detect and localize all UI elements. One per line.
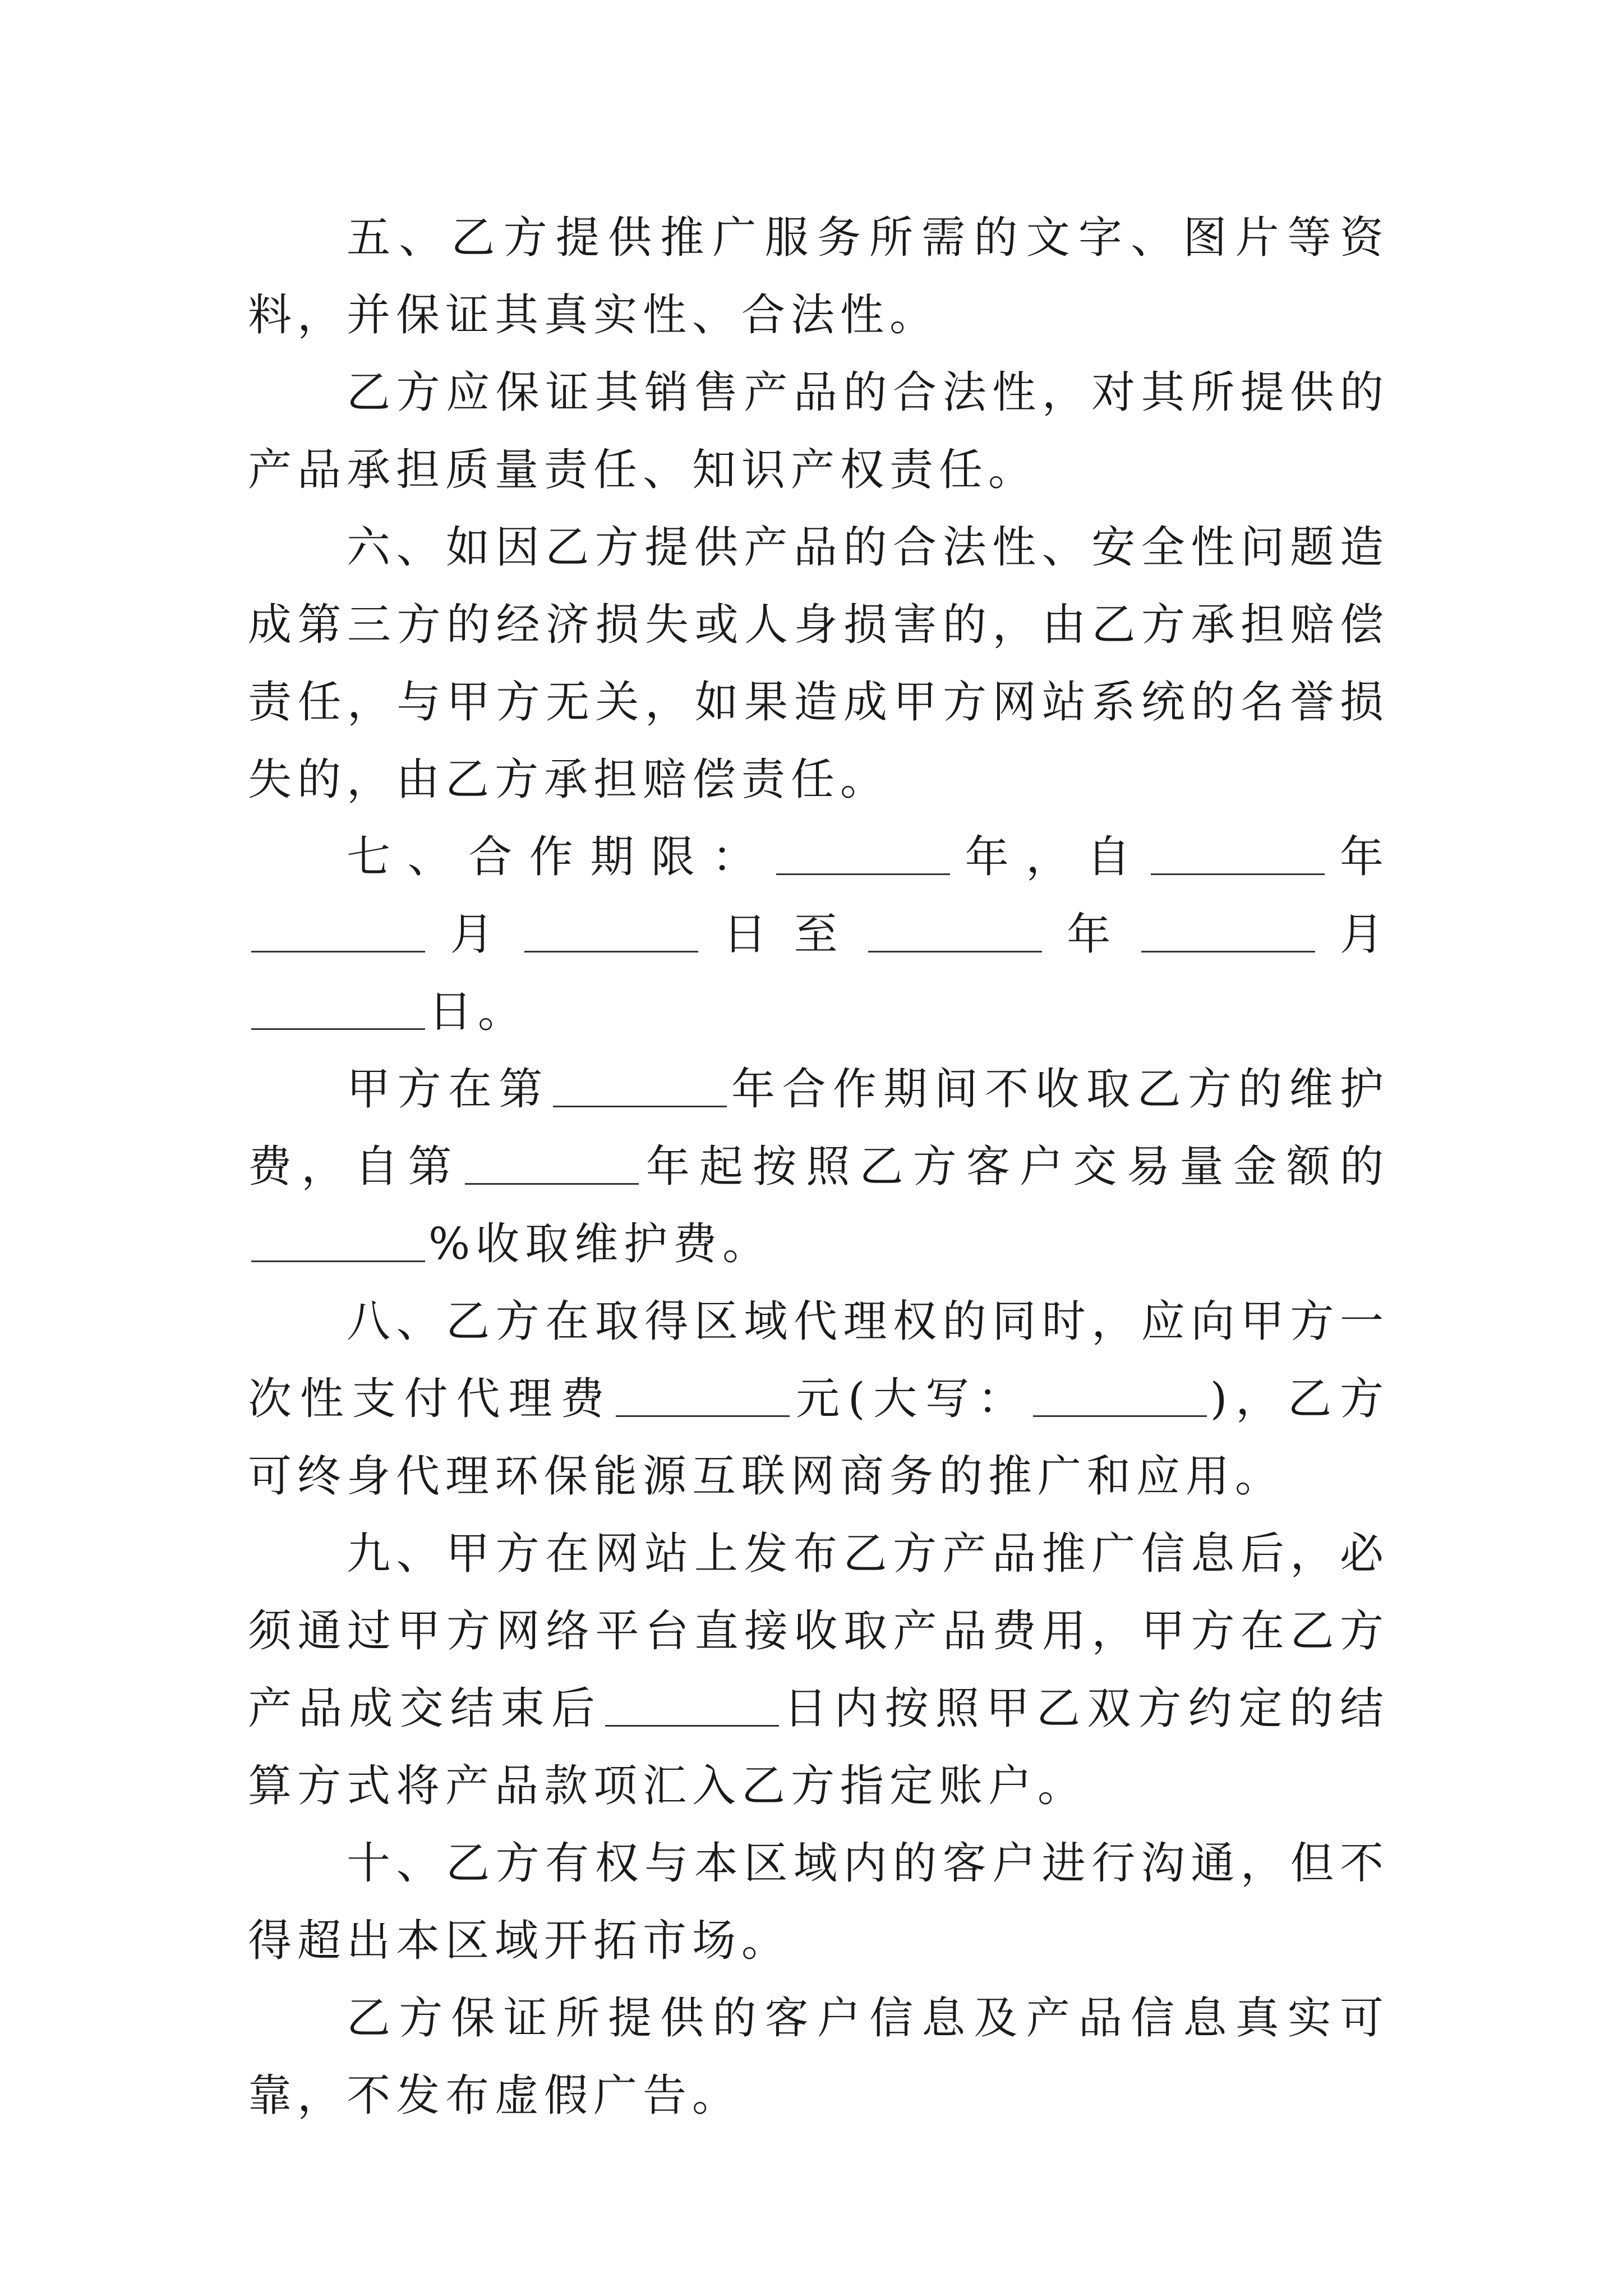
clause-7-text: 年: [1328, 832, 1389, 882]
clause-7-text: 月: [428, 909, 521, 960]
clause-8-text: )，乙方可终身代理环保能源互联网商务的推广和应用。: [248, 1374, 1389, 1502]
clause-8-text: 八、乙方在取得区域代理权的同时，应向甲方一次性支付代理费: [248, 1296, 1389, 1424]
charge-year-blank[interactable]: [465, 1144, 639, 1185]
clause-5-text: 五、乙方提供推广服务所需的文字、图片等资料，并保证其真实性、合法性。: [248, 213, 1389, 341]
clause-7-fee-text: 年合作期间不收取乙方的维护费，自第: [248, 1064, 1389, 1192]
clause-6-text: 六、如因乙方提供产品的合法性、安全性问题造成第三方的经济损失或人身损害的，由乙方承担赔偿责任，与甲方无关，如果造成甲方网站系统的名誉损失的，由乙方承担赔偿责任。: [248, 522, 1389, 805]
clause-9-text: 日内按照甲乙双方约定的结算方式将产品款项汇入乙方指定账户。: [248, 1683, 1389, 1811]
clause-7-text: 日。: [428, 987, 528, 1037]
clause-7-text: 日至: [701, 909, 865, 960]
clause-5-supplement: [248, 354, 1389, 509]
clause-7-text: 七、合作期限：: [347, 832, 773, 882]
clause-9: [248, 1515, 1389, 1825]
clause-7-fee-text: 甲方在第: [347, 1064, 550, 1115]
clause-10-supplement-text: 乙方保证所提供的客户信息及产品信息真实可靠，不发布虚假广告。: [248, 1993, 1389, 2121]
end-month-blank[interactable]: [1141, 912, 1315, 953]
end-year-blank[interactable]: [868, 912, 1042, 953]
clause-7-text: 年: [1045, 909, 1138, 960]
clause-7-text: 月: [1318, 909, 1389, 960]
clause-9-text: 九、甲方在网站上发布乙方产品推广信息后，必须通过甲方网络平台直接收取产品费用，甲方在乙方产品成交结束后: [248, 1529, 1389, 1734]
fee-percent-blank[interactable]: [251, 1221, 425, 1262]
start-year-blank[interactable]: [1151, 834, 1325, 875]
term-years-blank[interactable]: [776, 834, 950, 875]
clause-10: [248, 1825, 1389, 1980]
start-day-blank[interactable]: [524, 912, 698, 953]
clause-7-fee-text: 年起按照乙方客户交易量金额的: [642, 1142, 1389, 1192]
clause-7-fee: [248, 1051, 1389, 1283]
start-month-blank[interactable]: [251, 912, 425, 953]
clause-7: [248, 818, 1389, 1051]
clause-10-supplement: [248, 1980, 1389, 2134]
end-day-blank[interactable]: [251, 989, 425, 1030]
clause-8-text: 元(大写：: [793, 1374, 1030, 1424]
clause-5: [248, 199, 1389, 354]
clause-10-text: 十、乙方有权与本区域内的客户进行沟通，但不得超出本区域开拓市场。: [248, 1838, 1389, 1966]
settlement-days-blank[interactable]: [605, 1686, 779, 1727]
free-year-blank[interactable]: [553, 1066, 727, 1107]
agency-fee-blank[interactable]: [616, 1376, 790, 1417]
agency-fee-uppercase-blank[interactable]: [1033, 1376, 1207, 1417]
clause-7-text: 年，自: [953, 832, 1148, 882]
clause-7-fee-text: %收取维护费。: [428, 1219, 772, 1269]
clause-8: [248, 1283, 1389, 1515]
clause-5-supplement-text: 乙方应保证其销售产品的合法性，对其所提供的产品承担质量责任、知识产权责任。: [248, 367, 1389, 495]
contract-body: [248, 199, 1389, 2134]
clause-6: [248, 509, 1389, 818]
